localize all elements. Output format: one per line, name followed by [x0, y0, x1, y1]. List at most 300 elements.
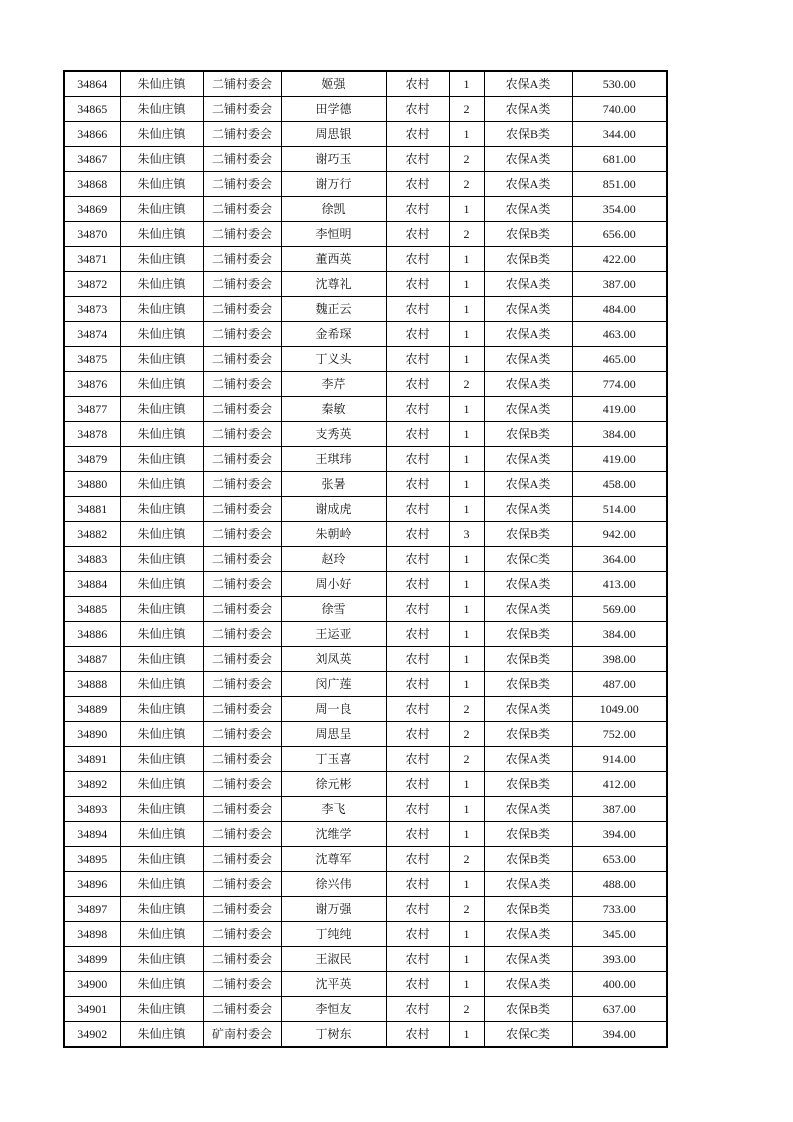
cell-amount: 487.00 [572, 672, 667, 697]
cell-name: 张暑 [281, 472, 386, 497]
cell-seq-no: 34886 [64, 622, 120, 647]
cell-seq-no: 34889 [64, 697, 120, 722]
cell-town: 朱仙庄镇 [120, 622, 203, 647]
cell-residence-type: 农村 [386, 847, 449, 872]
table-row [64, 597, 667, 622]
cell-name: 丁玉喜 [281, 747, 386, 772]
cell-residence-type: 农村 [386, 497, 449, 522]
cell-town: 朱仙庄镇 [120, 722, 203, 747]
table-row [64, 172, 667, 197]
cell-insurance-category: 农保B类 [484, 647, 572, 672]
cell-insurance-category: 农保B类 [484, 522, 572, 547]
cell-seq-no: 34875 [64, 347, 120, 372]
table-row [64, 397, 667, 422]
cell-seq-no: 34899 [64, 947, 120, 972]
cell-name: 谢成虎 [281, 497, 386, 522]
cell-village-committee: 二铺村委会 [203, 272, 281, 297]
cell-town: 朱仙庄镇 [120, 947, 203, 972]
cell-town: 朱仙庄镇 [120, 172, 203, 197]
cell-residence-type: 农村 [386, 71, 449, 97]
cell-person-count: 1 [449, 872, 484, 897]
cell-name: 赵玲 [281, 547, 386, 572]
cell-amount: 422.00 [572, 247, 667, 272]
cell-seq-no: 34895 [64, 847, 120, 872]
cell-insurance-category: 农保A类 [484, 322, 572, 347]
cell-village-committee: 二铺村委会 [203, 472, 281, 497]
cell-insurance-category: 农保B类 [484, 622, 572, 647]
cell-name: 周一良 [281, 697, 386, 722]
cell-village-committee: 二铺村委会 [203, 297, 281, 322]
table-row [64, 71, 667, 97]
cell-person-count: 1 [449, 122, 484, 147]
cell-town: 朱仙庄镇 [120, 822, 203, 847]
cell-amount: 463.00 [572, 322, 667, 347]
cell-residence-type: 农村 [386, 622, 449, 647]
table-row [64, 497, 667, 522]
cell-seq-no: 34864 [64, 71, 120, 97]
cell-person-count: 1 [449, 197, 484, 222]
cell-amount: 364.00 [572, 547, 667, 572]
cell-village-committee: 二铺村委会 [203, 122, 281, 147]
cell-amount: 345.00 [572, 922, 667, 947]
table-row [64, 122, 667, 147]
cell-village-committee: 二铺村委会 [203, 847, 281, 872]
cell-person-count: 1 [449, 322, 484, 347]
table-row [64, 147, 667, 172]
cell-person-count: 2 [449, 897, 484, 922]
cell-residence-type: 农村 [386, 872, 449, 897]
cell-village-committee: 二铺村委会 [203, 447, 281, 472]
cell-name: 支秀英 [281, 422, 386, 447]
cell-person-count: 1 [449, 572, 484, 597]
cell-town: 朱仙庄镇 [120, 972, 203, 997]
cell-person-count: 1 [449, 397, 484, 422]
cell-insurance-category: 农保B类 [484, 722, 572, 747]
cell-person-count: 2 [449, 997, 484, 1022]
cell-town: 朱仙庄镇 [120, 347, 203, 372]
cell-village-committee: 二铺村委会 [203, 872, 281, 897]
cell-residence-type: 农村 [386, 522, 449, 547]
cell-person-count: 1 [449, 672, 484, 697]
cell-seq-no: 34871 [64, 247, 120, 272]
cell-seq-no: 34869 [64, 197, 120, 222]
cell-insurance-category: 农保B类 [484, 222, 572, 247]
table-row [64, 897, 667, 922]
cell-amount: 354.00 [572, 197, 667, 222]
cell-seq-no: 34900 [64, 972, 120, 997]
cell-residence-type: 农村 [386, 747, 449, 772]
cell-name: 闵广莲 [281, 672, 386, 697]
cell-seq-no: 34890 [64, 722, 120, 747]
cell-residence-type: 农村 [386, 372, 449, 397]
cell-person-count: 1 [449, 497, 484, 522]
cell-insurance-category: 农保C类 [484, 1022, 572, 1048]
table-row [64, 697, 667, 722]
cell-residence-type: 农村 [386, 197, 449, 222]
cell-amount: 398.00 [572, 647, 667, 672]
cell-insurance-category: 农保A类 [484, 197, 572, 222]
cell-residence-type: 农村 [386, 672, 449, 697]
cell-seq-no: 34901 [64, 997, 120, 1022]
cell-village-committee: 二铺村委会 [203, 922, 281, 947]
table-row [64, 972, 667, 997]
cell-insurance-category: 农保B类 [484, 672, 572, 697]
cell-person-count: 2 [449, 97, 484, 122]
cell-village-committee: 二铺村委会 [203, 897, 281, 922]
cell-insurance-category: 农保A类 [484, 597, 572, 622]
cell-name: 李芹 [281, 372, 386, 397]
cell-seq-no: 34898 [64, 922, 120, 947]
cell-village-committee: 二铺村委会 [203, 822, 281, 847]
cell-amount: 484.00 [572, 297, 667, 322]
cell-seq-no: 34876 [64, 372, 120, 397]
cell-seq-no: 34902 [64, 1022, 120, 1048]
cell-person-count: 2 [449, 172, 484, 197]
cell-name: 姬强 [281, 71, 386, 97]
cell-village-committee: 二铺村委会 [203, 197, 281, 222]
cell-residence-type: 农村 [386, 147, 449, 172]
cell-town: 朱仙庄镇 [120, 322, 203, 347]
cell-seq-no: 34868 [64, 172, 120, 197]
cell-village-committee: 二铺村委会 [203, 722, 281, 747]
cell-amount: 393.00 [572, 947, 667, 972]
cell-name: 田学德 [281, 97, 386, 122]
cell-person-count: 2 [449, 372, 484, 397]
cell-town: 朱仙庄镇 [120, 197, 203, 222]
cell-village-committee: 二铺村委会 [203, 547, 281, 572]
cell-name: 李飞 [281, 797, 386, 822]
cell-insurance-category: 农保A类 [484, 947, 572, 972]
table-row [64, 547, 667, 572]
cell-village-committee: 二铺村委会 [203, 647, 281, 672]
cell-town: 朱仙庄镇 [120, 997, 203, 1022]
cell-amount: 752.00 [572, 722, 667, 747]
cell-seq-no: 34894 [64, 822, 120, 847]
cell-person-count: 1 [449, 772, 484, 797]
cell-residence-type: 农村 [386, 947, 449, 972]
cell-name: 王运亚 [281, 622, 386, 647]
cell-insurance-category: 农保A类 [484, 71, 572, 97]
cell-amount: 465.00 [572, 347, 667, 372]
cell-name: 丁纯纯 [281, 922, 386, 947]
cell-residence-type: 农村 [386, 897, 449, 922]
cell-amount: 419.00 [572, 447, 667, 472]
cell-town: 朱仙庄镇 [120, 447, 203, 472]
cell-insurance-category: 农保A类 [484, 372, 572, 397]
cell-village-committee: 二铺村委会 [203, 972, 281, 997]
cell-residence-type: 农村 [386, 997, 449, 1022]
cell-name: 魏正云 [281, 297, 386, 322]
cell-name: 丁树东 [281, 1022, 386, 1048]
cell-person-count: 3 [449, 522, 484, 547]
table-row [64, 272, 667, 297]
cell-name: 沈尊礼 [281, 272, 386, 297]
cell-person-count: 1 [449, 947, 484, 972]
cell-town: 朱仙庄镇 [120, 547, 203, 572]
cell-village-committee: 二铺村委会 [203, 497, 281, 522]
cell-insurance-category: 农保A类 [484, 97, 572, 122]
table-row [64, 847, 667, 872]
cell-amount: 514.00 [572, 497, 667, 522]
table-row [64, 347, 667, 372]
cell-insurance-category: 农保A类 [484, 347, 572, 372]
cell-seq-no: 34866 [64, 122, 120, 147]
cell-insurance-category: 农保B类 [484, 847, 572, 872]
cell-insurance-category: 农保A类 [484, 147, 572, 172]
cell-insurance-category: 农保B类 [484, 772, 572, 797]
table-row [64, 472, 667, 497]
cell-village-committee: 二铺村委会 [203, 572, 281, 597]
cell-insurance-category: 农保B类 [484, 997, 572, 1022]
cell-residence-type: 农村 [386, 597, 449, 622]
cell-residence-type: 农村 [386, 297, 449, 322]
cell-village-committee: 二铺村委会 [203, 997, 281, 1022]
cell-insurance-category: 农保B类 [484, 122, 572, 147]
table-row [64, 922, 667, 947]
cell-town: 朱仙庄镇 [120, 872, 203, 897]
cell-amount: 569.00 [572, 597, 667, 622]
cell-residence-type: 农村 [386, 122, 449, 147]
table-row [64, 372, 667, 397]
cell-residence-type: 农村 [386, 772, 449, 797]
cell-seq-no: 34892 [64, 772, 120, 797]
cell-amount: 387.00 [572, 797, 667, 822]
table-row [64, 747, 667, 772]
cell-residence-type: 农村 [386, 272, 449, 297]
cell-residence-type: 农村 [386, 97, 449, 122]
cell-village-committee: 二铺村委会 [203, 697, 281, 722]
table-row [64, 322, 667, 347]
cell-town: 朱仙庄镇 [120, 572, 203, 597]
cell-seq-no: 34887 [64, 647, 120, 672]
cell-village-committee: 二铺村委会 [203, 147, 281, 172]
cell-name: 徐凯 [281, 197, 386, 222]
table-row [64, 622, 667, 647]
cell-insurance-category: 农保A类 [484, 172, 572, 197]
cell-name: 徐元彬 [281, 772, 386, 797]
cell-amount: 1049.00 [572, 697, 667, 722]
cell-seq-no: 34888 [64, 672, 120, 697]
cell-village-committee: 二铺村委会 [203, 322, 281, 347]
cell-insurance-category: 农保A类 [484, 397, 572, 422]
cell-town: 朱仙庄镇 [120, 297, 203, 322]
cell-town: 朱仙庄镇 [120, 522, 203, 547]
payment-roster-table [63, 70, 668, 1048]
cell-seq-no: 34877 [64, 397, 120, 422]
cell-person-count: 1 [449, 647, 484, 672]
cell-village-committee: 二铺村委会 [203, 597, 281, 622]
cell-seq-no: 34878 [64, 422, 120, 447]
cell-person-count: 1 [449, 347, 484, 372]
cell-town: 朱仙庄镇 [120, 922, 203, 947]
cell-town: 朱仙庄镇 [120, 397, 203, 422]
cell-residence-type: 农村 [386, 422, 449, 447]
cell-name: 李恒明 [281, 222, 386, 247]
cell-town: 朱仙庄镇 [120, 97, 203, 122]
cell-person-count: 1 [449, 1022, 484, 1048]
cell-insurance-category: 农保C类 [484, 547, 572, 572]
cell-insurance-category: 农保A类 [484, 972, 572, 997]
cell-village-committee: 二铺村委会 [203, 522, 281, 547]
cell-insurance-category: 农保A类 [484, 797, 572, 822]
cell-name: 王淑民 [281, 947, 386, 972]
cell-town: 朱仙庄镇 [120, 122, 203, 147]
cell-seq-no: 34891 [64, 747, 120, 772]
cell-seq-no: 34870 [64, 222, 120, 247]
cell-person-count: 1 [449, 472, 484, 497]
cell-insurance-category: 农保A类 [484, 297, 572, 322]
cell-town: 朱仙庄镇 [120, 897, 203, 922]
cell-name: 董西英 [281, 247, 386, 272]
cell-insurance-category: 农保A类 [484, 497, 572, 522]
cell-town: 朱仙庄镇 [120, 247, 203, 272]
table-row [64, 672, 667, 697]
cell-insurance-category: 农保A类 [484, 922, 572, 947]
cell-amount: 488.00 [572, 872, 667, 897]
cell-town: 朱仙庄镇 [120, 797, 203, 822]
cell-person-count: 2 [449, 222, 484, 247]
cell-name: 秦敏 [281, 397, 386, 422]
cell-name: 谢巧玉 [281, 147, 386, 172]
cell-town: 朱仙庄镇 [120, 372, 203, 397]
cell-residence-type: 农村 [386, 397, 449, 422]
cell-insurance-category: 农保B类 [484, 247, 572, 272]
cell-person-count: 2 [449, 697, 484, 722]
cell-residence-type: 农村 [386, 697, 449, 722]
cell-insurance-category: 农保A类 [484, 697, 572, 722]
cell-residence-type: 农村 [386, 322, 449, 347]
cell-residence-type: 农村 [386, 247, 449, 272]
cell-amount: 394.00 [572, 822, 667, 847]
table-row [64, 447, 667, 472]
cell-residence-type: 农村 [386, 797, 449, 822]
table-row [64, 197, 667, 222]
cell-person-count: 1 [449, 247, 484, 272]
table-row [64, 247, 667, 272]
cell-seq-no: 34897 [64, 897, 120, 922]
table-row [64, 97, 667, 122]
cell-name: 丁义头 [281, 347, 386, 372]
table-row [64, 947, 667, 972]
cell-residence-type: 农村 [386, 722, 449, 747]
table-row [64, 997, 667, 1022]
cell-person-count: 2 [449, 722, 484, 747]
cell-amount: 412.00 [572, 772, 667, 797]
cell-person-count: 1 [449, 297, 484, 322]
cell-residence-type: 农村 [386, 222, 449, 247]
cell-village-committee: 矿南村委会 [203, 1022, 281, 1048]
table-row [64, 872, 667, 897]
cell-amount: 681.00 [572, 147, 667, 172]
cell-town: 朱仙庄镇 [120, 472, 203, 497]
cell-residence-type: 农村 [386, 572, 449, 597]
cell-town: 朱仙庄镇 [120, 222, 203, 247]
cell-name: 周思呈 [281, 722, 386, 747]
cell-amount: 530.00 [572, 71, 667, 97]
cell-name: 徐兴伟 [281, 872, 386, 897]
cell-seq-no: 34874 [64, 322, 120, 347]
table-row [64, 822, 667, 847]
cell-insurance-category: 农保A类 [484, 572, 572, 597]
cell-amount: 637.00 [572, 997, 667, 1022]
cell-seq-no: 34873 [64, 297, 120, 322]
cell-residence-type: 农村 [386, 922, 449, 947]
cell-seq-no: 34879 [64, 447, 120, 472]
cell-insurance-category: 农保B类 [484, 422, 572, 447]
cell-seq-no: 34893 [64, 797, 120, 822]
cell-residence-type: 农村 [386, 972, 449, 997]
cell-village-committee: 二铺村委会 [203, 97, 281, 122]
cell-person-count: 2 [449, 847, 484, 872]
cell-amount: 458.00 [572, 472, 667, 497]
cell-amount: 413.00 [572, 572, 667, 597]
cell-insurance-category: 农保B类 [484, 822, 572, 847]
cell-seq-no: 34885 [64, 597, 120, 622]
cell-amount: 774.00 [572, 372, 667, 397]
cell-village-committee: 二铺村委会 [203, 397, 281, 422]
cell-town: 朱仙庄镇 [120, 71, 203, 97]
cell-amount: 656.00 [572, 222, 667, 247]
cell-residence-type: 农村 [386, 547, 449, 572]
cell-person-count: 1 [449, 71, 484, 97]
cell-residence-type: 农村 [386, 647, 449, 672]
cell-person-count: 1 [449, 597, 484, 622]
table-row [64, 522, 667, 547]
cell-town: 朱仙庄镇 [120, 772, 203, 797]
table-row [64, 422, 667, 447]
cell-amount: 653.00 [572, 847, 667, 872]
cell-village-committee: 二铺村委会 [203, 747, 281, 772]
cell-village-committee: 二铺村委会 [203, 222, 281, 247]
cell-insurance-category: 农保B类 [484, 897, 572, 922]
cell-seq-no: 34883 [64, 547, 120, 572]
cell-name: 朱朝岭 [281, 522, 386, 547]
cell-person-count: 1 [449, 797, 484, 822]
table-row [64, 797, 667, 822]
cell-name: 沈尊军 [281, 847, 386, 872]
cell-person-count: 2 [449, 747, 484, 772]
cell-village-committee: 二铺村委会 [203, 422, 281, 447]
cell-person-count: 1 [449, 422, 484, 447]
table-row [64, 297, 667, 322]
cell-seq-no: 34884 [64, 572, 120, 597]
cell-name: 周小好 [281, 572, 386, 597]
cell-person-count: 2 [449, 147, 484, 172]
cell-residence-type: 农村 [386, 822, 449, 847]
cell-town: 朱仙庄镇 [120, 272, 203, 297]
cell-residence-type: 农村 [386, 447, 449, 472]
cell-person-count: 1 [449, 547, 484, 572]
cell-person-count: 1 [449, 447, 484, 472]
cell-residence-type: 农村 [386, 472, 449, 497]
cell-town: 朱仙庄镇 [120, 747, 203, 772]
cell-village-committee: 二铺村委会 [203, 672, 281, 697]
cell-seq-no: 34881 [64, 497, 120, 522]
cell-amount: 384.00 [572, 622, 667, 647]
table-row [64, 647, 667, 672]
cell-name: 王琪玮 [281, 447, 386, 472]
cell-person-count: 1 [449, 822, 484, 847]
cell-name: 金希琛 [281, 322, 386, 347]
table-row [64, 222, 667, 247]
cell-village-committee: 二铺村委会 [203, 797, 281, 822]
table-row [64, 1022, 667, 1048]
cell-amount: 740.00 [572, 97, 667, 122]
cell-name: 李恒友 [281, 997, 386, 1022]
cell-residence-type: 农村 [386, 172, 449, 197]
table-row [64, 572, 667, 597]
cell-town: 朱仙庄镇 [120, 647, 203, 672]
